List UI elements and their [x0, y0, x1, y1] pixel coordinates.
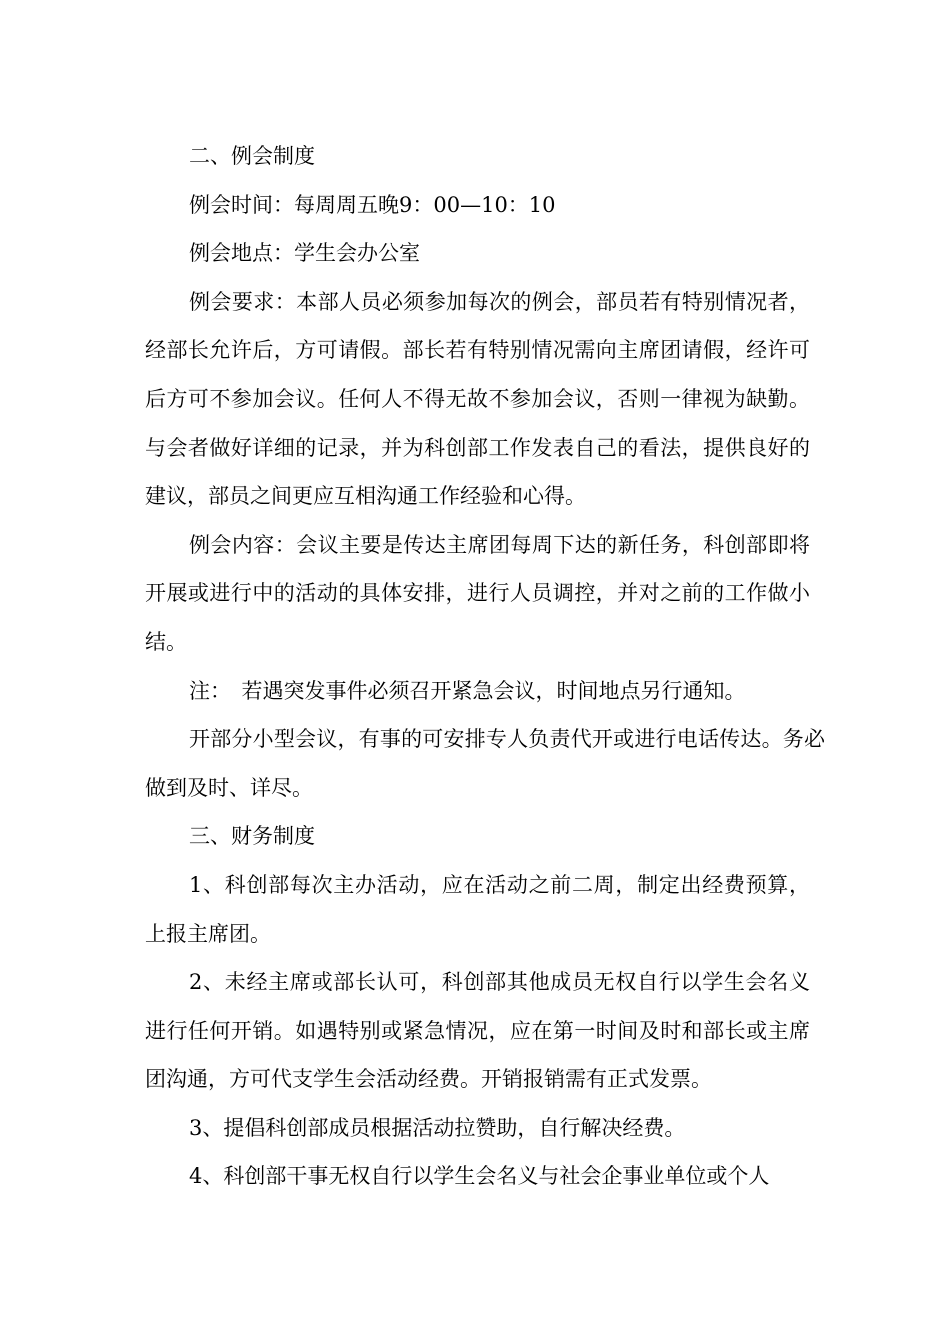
finance-rule-1: 1、科创部每次主办活动，应在活动之前二周，制定出经费预算，上报主席团。 — [145, 872, 810, 946]
small-meeting-paragraph: 开部分小型会议，有事的可安排专人负责代开或进行电话传达。务必做到及时、详尽。 — [145, 727, 825, 800]
section-heading-meeting: 二、例会制度 — [189, 144, 315, 168]
meeting-note: 注： 若遇突发事件必须召开紧急会议，时间地点另行通知。 — [189, 678, 746, 703]
meeting-location: 例会地点：学生会办公室 — [189, 241, 420, 266]
meeting-time: 例会时间：每周周五晚9：00—10：10 — [189, 192, 556, 217]
finance-rule-3: 3、提倡科创部成员根据活动拉赞助，自行解决经费。 — [189, 1115, 686, 1140]
meeting-content: 例会内容：会议主要是传达主席团每周下达的新任务，科创部即将开展或进行中的活动的具体安排，进行人员调控，并对之前的工作做小结。 — [145, 532, 810, 654]
finance-rule-4: 4、科创部干事无权自行以学生会名义与社会企事业单位或个人 — [189, 1164, 770, 1189]
meeting-requirements: 例会要求：本部人员必须参加每次的例会，部员若有特别情况者，经部长允许后，方可请假。部长若有特别情况需向主席团请假，经许可后方可不参加会议。任何人不得无故不参加会议，否则一律视为缺勤。与会者做好详细的记录，并为科创部工作发表自己的看法，提供良好的建议，部员之间更应互相沟通工作经验和心得。 — [145, 289, 810, 509]
document-body — [145, 132, 825, 1201]
finance-rule-2: 2、未经主席或部长认可，科创部其他成员无权自行以学生会名义进行任何开销。如遇特别或紧急情况，应在第一时间及时和部长或主席团沟通，方可代支学生会活动经费。开销报销需有正式发票。 — [145, 970, 810, 1092]
section-heading-finance: 三、财务制度 — [189, 824, 315, 849]
